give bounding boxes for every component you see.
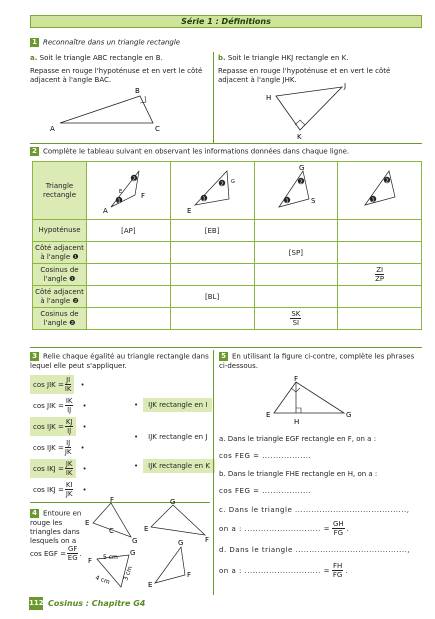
pt-k: K (297, 133, 302, 141)
pt-c: C (155, 125, 160, 133)
fraction: $\frac{ZI}{ZP}$ (375, 266, 385, 283)
ex2-header (30, 147, 349, 156)
triangle-cell-2 (170, 162, 254, 220)
footer-chapter: Cosinus : Chapitre G4 (48, 599, 146, 608)
equation: cos JIK = $\frac{JI}{IK}$ • (30, 374, 110, 395)
row-label: Côté adjacent à l'angle ❷ (33, 286, 87, 308)
ex1a-label: a. (30, 54, 38, 62)
length-3cm: 3 cm (122, 565, 134, 582)
svg-text:F: F (187, 571, 192, 579)
ex5-d-fraction: $\frac{FH}{FG}$ (332, 562, 343, 579)
table-cell (338, 264, 422, 286)
triangle-ape (93, 163, 163, 217)
bullet-dot[interactable]: • (80, 380, 85, 389)
triangle-cell-1 (87, 162, 171, 220)
page-number: 112 (29, 599, 44, 607)
table-cell: [EB] (170, 220, 254, 242)
tri1-a: A (103, 206, 109, 215)
table-cell (254, 286, 338, 308)
triangle-abc (45, 85, 175, 140)
equation: cos JIK = $\frac{IK}{IJ}$ • (33, 397, 87, 414)
triangle-hkj (260, 80, 360, 142)
ex1a (30, 54, 210, 62)
ex5-c-answer[interactable]: on a : ............................ = $\frac{GH}{FG}$ . (219, 520, 349, 537)
ex1-number: 1 (30, 38, 39, 47)
tri2-e: E (187, 206, 192, 215)
ex5-a-answer[interactable]: cos FEG = .................. (219, 452, 312, 460)
svg-text:F: F (205, 536, 210, 544)
pt-a: A (50, 125, 55, 133)
pt-f: F (294, 375, 299, 383)
pt-e: E (266, 411, 271, 419)
ex5-part-a: a. Dans le triangle EGF rectangle en F, on a : (219, 435, 377, 443)
svg-text:C: C (109, 527, 114, 535)
ex1b (218, 54, 418, 62)
pt-h5: H (294, 418, 300, 426)
ex4-number: 4 (30, 509, 39, 518)
ex1-header (30, 38, 180, 47)
ex5-divider (213, 350, 214, 595)
ex5-b-answer[interactable]: cos FEG = .................. (219, 487, 312, 495)
table-row (33, 162, 422, 220)
length-5cm: 5 cm (103, 554, 118, 561)
row-label: Cosinus de l'angle ❶ (33, 264, 87, 286)
ex2-number: 2 (30, 147, 39, 156)
svg-text:G: G (178, 539, 184, 547)
svg-text:F: F (110, 497, 115, 504)
svg-text:2: 2 (132, 176, 137, 182)
ex1b-instruction: Repasse en rouge l'hypoténuse et en vert le côté adjacent à l'angle JHK. (218, 67, 391, 84)
svg-text:1: 1 (202, 196, 206, 202)
bullet-dot[interactable]: • (80, 443, 85, 452)
equation: cos IKJ = $\frac{KI}{JK}$ • (33, 481, 87, 498)
svg-text:1: 1 (117, 198, 122, 204)
svg-text:2: 2 (385, 178, 389, 184)
ex3-option-1[interactable]: • IJK rectangle en I (134, 398, 212, 412)
ex1a-instruction: Repasse en rouge l'hypoténuse et en vert le côté adjacent à l'angle BAC. (30, 67, 203, 84)
table-cell (170, 308, 254, 330)
option-label: IJK rectangle en I (143, 398, 212, 412)
triangle-z (345, 163, 415, 217)
table-cell: [BL] (170, 286, 254, 308)
svg-text:2: 2 (299, 179, 303, 185)
table-row (33, 220, 422, 242)
tri2-g: G (231, 178, 235, 185)
ex5-part-b: b. Dans le triangle FHE rectangle en H, on a : (219, 470, 378, 478)
ex3-option-2[interactable]: • IJK rectangle en J (134, 430, 212, 444)
table-cell (87, 264, 171, 286)
ex5-c-eq: on a : ............................ = (219, 524, 330, 533)
svg-text:2: 2 (220, 181, 224, 187)
pt-j: J (344, 82, 347, 90)
option-label: IJK rectangle en J (148, 433, 208, 441)
bullet-dot[interactable]: • (82, 464, 87, 473)
triangle-cell-4 (338, 162, 422, 220)
table-cell (338, 220, 422, 242)
ex5-figure (262, 374, 362, 430)
pt-b: B (135, 87, 140, 95)
table-cell (87, 242, 171, 264)
triangle-gs (261, 163, 331, 217)
table-cell (87, 308, 171, 330)
ex2-title: Complète le tableau suivant en observant les informations données dans chaque ligne. (43, 147, 350, 156)
table-cell (170, 242, 254, 264)
table-cell (254, 308, 338, 330)
series-banner: Série 1 : Définitions (30, 15, 422, 28)
ex3-header (30, 352, 210, 371)
table-cell: [AP] (87, 220, 171, 242)
table-cell (338, 286, 422, 308)
ex5-d-answer[interactable]: on a : ............................ = $\frac{FH}{FG}$ . (219, 562, 348, 579)
option-label: IJK rectangle en K (143, 459, 215, 473)
equation: cos IJK = $\frac{IJ}{JK}$ • (33, 439, 85, 456)
ex5-d-eq: on a : ............................ = (219, 566, 330, 575)
table-row (33, 242, 422, 264)
svg-text:E: E (144, 525, 149, 533)
ex1a-text: Soit le triangle ABC rectangle en B. (39, 54, 163, 62)
row-label: Hypoténuse (33, 220, 87, 242)
ex3-option-3[interactable]: • IJK rectangle en K (134, 459, 215, 473)
table-cell (87, 286, 171, 308)
svg-text:1: 1 (285, 198, 289, 204)
table-cell (170, 264, 254, 286)
table-cell (254, 220, 338, 242)
ex2-table (32, 161, 422, 330)
fraction: $\frac{SK}{SI}$ (291, 310, 301, 327)
tri1-e: E (119, 188, 123, 195)
table-cell: [SP] (254, 242, 338, 264)
ex4-triangles (85, 497, 215, 592)
ex5-c-fraction: $\frac{GH}{FG}$ (332, 520, 344, 537)
ex1-title: Reconnaître dans un triangle rectangle (43, 38, 181, 47)
table-row (33, 308, 422, 330)
svg-text:G: G (132, 537, 138, 545)
ex5-title: En utilisant la figure ci-contre, complète les phrases ci-dessous. (219, 352, 415, 370)
row-label: Côté adjacent à l'angle ❶ (33, 242, 87, 264)
svg-text:G: G (130, 549, 136, 557)
pt-h: H (266, 94, 272, 102)
bullet-dot[interactable]: • (82, 485, 87, 494)
ex5-part-c[interactable]: c. Dans le triangle ........................................., (219, 506, 410, 514)
triangle-eb (177, 163, 247, 217)
ex3-number: 3 (30, 352, 39, 361)
svg-text:E: E (85, 519, 90, 527)
ex4-fraction: $\frac{GF}{EG}$ (67, 545, 78, 562)
table-cell (254, 264, 338, 286)
ex5-part-d[interactable]: d. Dans le triangle ........................................., (219, 546, 411, 554)
tri1-f: F (141, 191, 146, 200)
bullet-dot[interactable]: • (82, 422, 87, 431)
tri3-g: G (298, 163, 305, 172)
ex3-title: Relie chaque égalité au triangle rectangle dans lequel elle peut s'appliquer. (30, 352, 209, 370)
table-row (33, 286, 422, 308)
ex4-header (30, 509, 90, 546)
equation: cos IJK = $\frac{KJ}{IJ}$ • (30, 416, 110, 437)
ex3-equations (30, 374, 110, 500)
ex5-header (219, 352, 422, 371)
col-header: Triangle rectangle (33, 162, 87, 220)
ex4-equation: cos EGF = $\frac{GF}{EG}$ . (30, 545, 82, 562)
svg-text:G: G (170, 498, 176, 506)
bullet-dot[interactable]: • (82, 401, 87, 410)
svg-text:E: E (148, 581, 153, 589)
ex1-divider (213, 52, 214, 144)
pt-g: G (346, 411, 352, 419)
ex1b-label: b. (218, 54, 226, 62)
ex2-bottom-rule (30, 347, 422, 348)
triangle-cell-3 (254, 162, 338, 220)
ex1b-text: Soit le triangle HKJ rectangle en K. (227, 54, 349, 62)
table-cell (338, 242, 422, 264)
ex4-title: Entoure en rouge les triangles dans lesquels on a (30, 509, 82, 545)
table-row (33, 264, 422, 286)
row-label: Cosinus de l'angle ❷ (33, 308, 87, 330)
ex5-number: 5 (219, 352, 228, 361)
length-4cm: 4 cm (94, 574, 111, 586)
tri3-s: S (310, 196, 316, 205)
table-cell (338, 308, 422, 330)
equation: cos IKJ = $\frac{JK}{IK}$ • (30, 458, 110, 479)
ex1-bottom-rule (30, 143, 422, 144)
svg-text:1: 1 (371, 197, 375, 203)
svg-text:F: F (88, 557, 93, 565)
ex4-eq-lhs: cos EGF = (30, 549, 66, 558)
